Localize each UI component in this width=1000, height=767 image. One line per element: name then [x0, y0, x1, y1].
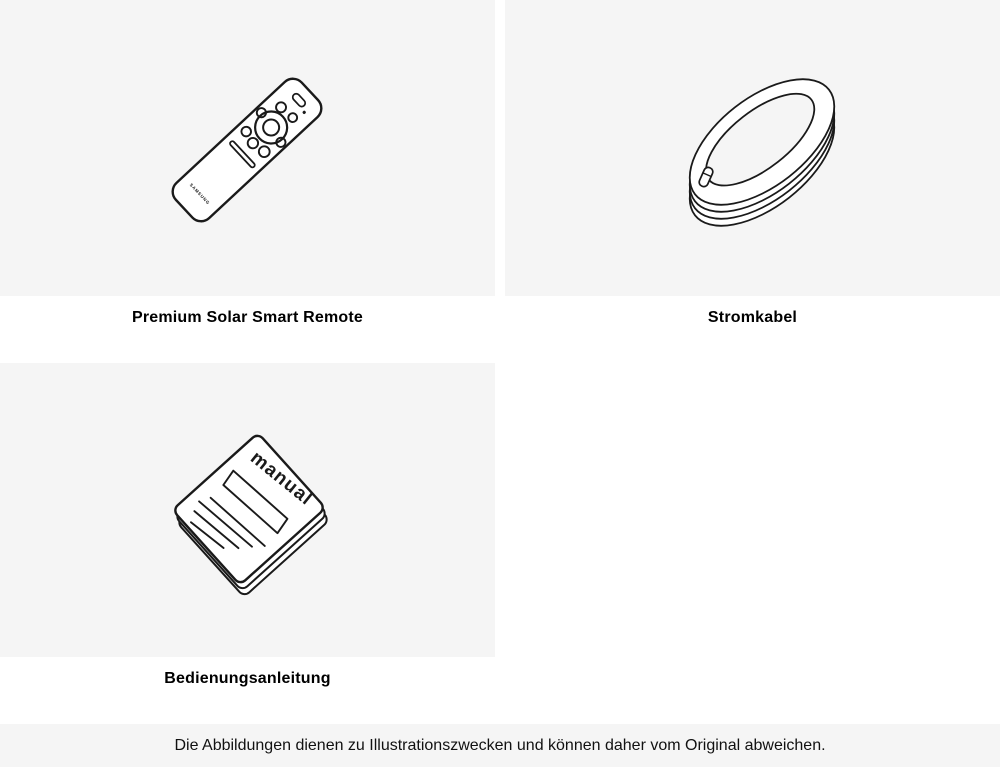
disclaimer-bar — [0, 724, 1000, 767]
disclaimer-text: Die Abbildungen dienen zu Illustrationszwecken und können daher vom Original abweichen. — [174, 736, 826, 754]
remote-body — [168, 74, 327, 226]
remote-illustration-icon — [0, 0, 495, 296]
manual-label: Bedienungsanleitung — [164, 670, 331, 687]
power-cable-panel — [505, 0, 1000, 296]
manual-panel — [0, 363, 495, 657]
remote-panel — [0, 0, 495, 296]
manual-illustration-icon — [0, 363, 495, 657]
remote-label: Premium Solar Smart Remote — [131, 309, 364, 326]
manual-cover-text: manual — [246, 447, 317, 510]
samsung-wordmark: SAMSUNG — [188, 182, 211, 206]
power-cable-illustration-icon — [505, 0, 1000, 296]
power-cable-label: Stromkabel — [707, 309, 798, 326]
